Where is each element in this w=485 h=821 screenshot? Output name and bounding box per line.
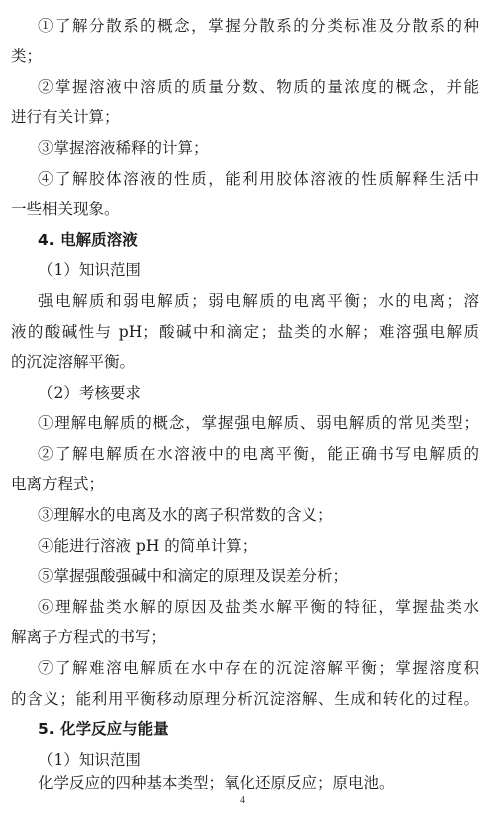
text-line: 化学反应的四种基本类型；氧化还原反应；原电池。: [38, 774, 395, 792]
text-line: 电离方程式；: [11, 475, 105, 493]
text-line: ②了解电解质在水溶液中的电离平衡，能正确书写电解质的: [38, 445, 479, 463]
text-line: ③理解水的电离及水的离子积常数的含义；: [38, 506, 333, 524]
text-line: ⑥理解盐类水解的原因及盐类水解平衡的特征，掌握盐类水: [38, 598, 479, 616]
text-line: ④能进行溶液 pH 的简单计算；: [38, 537, 258, 555]
text-line: ①理解电解质的概念，掌握强电解质、弱电解质的常见类型；: [38, 414, 479, 432]
section-heading: 5. 化学反应与能量: [38, 720, 169, 738]
text-line: 类；: [11, 47, 43, 65]
text-line: ④了解胶体溶液的性质，能利用胶体溶液的性质解释生活中: [38, 170, 479, 188]
text-line: 液的酸碱性与 pH；酸碱中和滴定；盐类的水解；难溶强电解质: [11, 323, 479, 341]
page-number: 4: [240, 795, 245, 806]
text-line: 的含义；能利用平衡移动原理分析沉淀溶解、生成和转化的过程。: [11, 690, 479, 708]
subsection-heading: （1）知识范围: [38, 261, 141, 279]
text-line: 的沉淀溶解平衡。: [11, 353, 136, 371]
text-line: 进行有关计算；: [11, 108, 120, 126]
text-line: ⑦了解难溶电解质在水中存在的沉淀溶解平衡；掌握溶度积: [38, 659, 479, 677]
text-line: ③掌握溶液稀释的计算；: [38, 139, 209, 157]
subsection-heading: （1）知识范围: [38, 751, 141, 769]
text-line: 强电解质和弱电解质；弱电解质的电离平衡；水的电离；溶: [38, 292, 479, 310]
text-line: ⑤掌握强酸强碱中和滴定的原理及误差分析；: [38, 567, 349, 585]
section-heading: 4. 电解质溶液: [38, 231, 138, 249]
subsection-heading: （2）考核要求: [38, 384, 141, 402]
text-line: 解离子方程式的书写；: [11, 628, 167, 646]
text-line: 一些相关现象。: [11, 200, 120, 218]
text-line: ②掌握溶液中溶质的质量分数、物质的量浓度的概念，并能: [38, 78, 479, 96]
text-line: ①了解分散系的概念，掌握分散系的分类标准及分散系的种: [38, 17, 479, 35]
